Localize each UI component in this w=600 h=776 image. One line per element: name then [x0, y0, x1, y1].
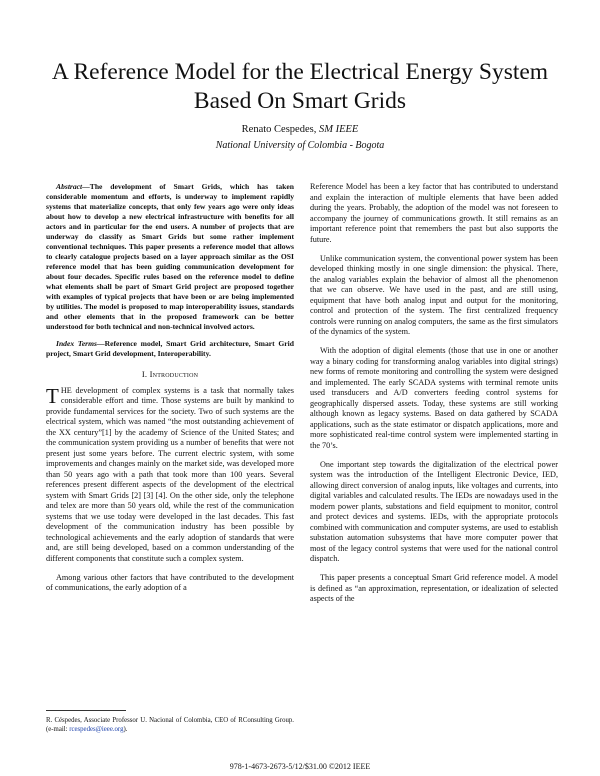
copyright-line: 978-1-4673-2673-5/12/$31.00 ©2012 IEEE [229, 762, 371, 771]
section-number: I. [141, 369, 148, 379]
affiliation: National University of Colombia - Bogota [215, 140, 385, 151]
right-paragraph-5: This paper presents a conceptual Smart Grid reference model. A model is defined as “an approximation, representation, or idealization of selected aspects of the [310, 573, 558, 603]
index-terms-label: Index Terms [56, 339, 98, 348]
footnote-divider [46, 710, 126, 711]
intro-paragraph-2: Among various other factors that have contributed to the development of communications, the early adoption of a [46, 572, 294, 592]
abstract-text: —The development of Smart Grids, which has taken considerable momentum and efforts, is underway to implement rapidly systems that materialize concepts, that only few years ago were only ideas about how to develop a new electrical infrastructure with benefits for all actors and in particular for the end users. A number of projects that are underway do classify as Smart Grids but some rather implement conventional techniques. This paper presents a reference model that allows to clearly catalogue projects based on a layer approach similar as the OSI reference model that has been guiding communication development for about four decades. Specific rules based on the reference model to define what elements shall be part of Smart Grid project are proposed together with examples of typical projects that have been or are being implemented by utilities. The model is proposed to map interoperability issues, standards and other elements that in the proposed framework can be better understood for both technical and non-technical involved actors. [46, 182, 294, 331]
abstract-label: Abstract [56, 182, 83, 191]
author-name: Renato Cespedes, [241, 124, 317, 135]
right-paragraph-2: Unlike communication system, the conventional power system has been developed thinking mostly in one single dimension: the physical. There, the analog variables explain the behavior of almost all the phenomenon that we can observe. We have used in the past, and are still using, equipment that have both analog input and output for the monitoring, control and protection of the system. The first centralized frequency controls were running on analog computers, the same as the first simulators of the dynamics of the system. [310, 253, 558, 336]
right-paragraph-4: One important step towards the digitalization of the electrical power system was the introduction of the Intelligent Electronic Device, IED, allowing direct conversion of analog inputs, like voltages and currents, into digital variables and calculated results. The IEDs are nowadays used in the modern power plants, substations and field equipment to monitor, control and protect devices and systems. IEDs, with the appropriate protocols combined with communication and computer systems, are used to establish substation automation subsystems that have more computer power that most of the legacy control systems that were used for the national control dispatch. [310, 459, 558, 563]
index-terms-text: —Reference model, Smart Grid architecture, Smart Grid project, Smart Grid development, Interoperability. [46, 339, 295, 358]
intro-paragraph-1-text: HE development of complex systems is a task that normally takes considerable effort and time. Those systems are built by mankind to provide fundamental services for the society. Two of such systems are the electrical system, which was named “the most outstanding achievement of the XX century”[1] by the academy of Science of the United States; and the communication system providing us a number of benefits that were not present just some years before. The current electric system, with some improvements and changes mainly on the market side, was developed more than 50 years ago with a path that took more than 100 years. Several references present different aspects of the development of the electrical system with Smart Grids [2] [3] [4]. On the other side, only the telephone and telex are more than 50 years old, while the rest of the communication systems that we use today were developed in the last decades. This fast development of the communication industry has been possible by technological achievements and the early adoption of standards that were and, are still being developed, based on a common understanding of the different components that constitute such a complex system. [46, 385, 294, 563]
paper-title: A Reference Model for the Electrical Energy System Based On Smart Grids [51, 59, 549, 114]
author-line [0, 124, 600, 135]
index-terms [46, 339, 294, 359]
footnote-email-link[interactable]: rcespedes@ieee.org [69, 726, 124, 733]
footnote [46, 716, 294, 734]
footnote-close: ). [123, 726, 128, 733]
right-column [310, 182, 558, 613]
author-suffix: SM IEEE [318, 124, 359, 135]
section-title: Introduction [149, 369, 199, 379]
right-paragraph-3: With the adoption of digital elements (those that use in one or another way a binary coding for transforming analog variables into digital strings) new forms of remote monitoring and controlling the system were designed and implemented. The early SCADA systems with terminal remote units used transducers and A/D converters feeding control systems for geographically dispersed assets. Today, these systems are still working although known as legacy systems. Based on data gathered by SCADA applications, such as the state estimator or dispatch applications, more and more sophisticated real-time control system were implemented starting in the 70’s. [310, 346, 558, 450]
section-heading [46, 369, 294, 380]
drop-cap: T [46, 383, 59, 408]
abstract [46, 182, 294, 332]
right-paragraph-1: Reference Model has been a key factor that has contributed to understand and explain the interaction of multiple elements that have been added during the years. Probably, the adoption of the model was not foreseen to accompany the journey of communications growth. It still remains as an important reference point that remembers the past but also supports the future. [310, 182, 558, 244]
footnote-text: R. Céspedes, Associate Professor U. Nacional of Colombia, CEO of RConsulting Group. (e-mail: [46, 717, 294, 733]
intro-paragraph-1 [46, 383, 294, 565]
left-column [46, 182, 294, 602]
